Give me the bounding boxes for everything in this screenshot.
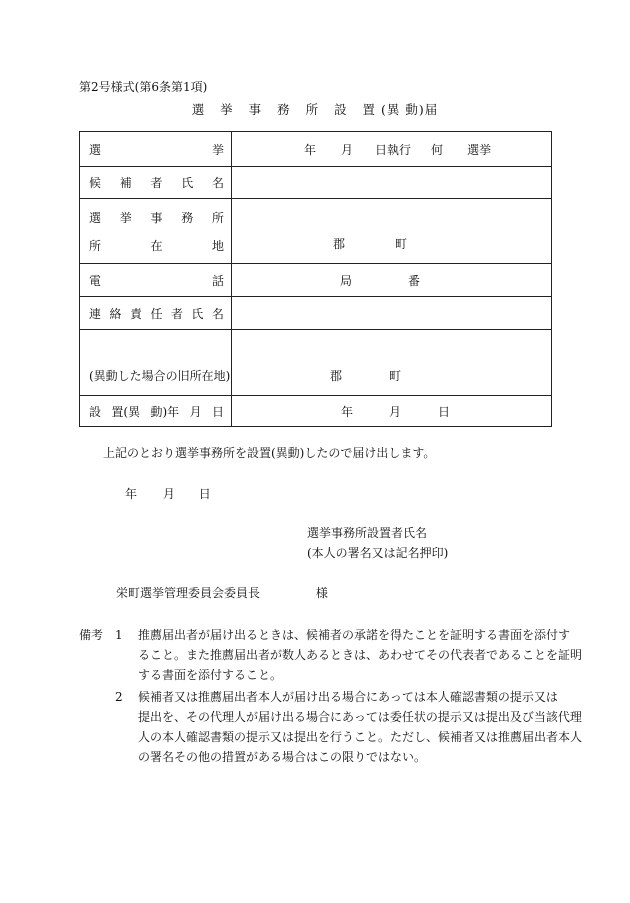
label-previous-location-text: (異動した場合の旧所在地) <box>89 369 231 383</box>
part: 郡 <box>330 369 343 383</box>
row-election <box>80 132 552 167</box>
label-contact-person <box>80 297 232 330</box>
addressee-name: 栄町選挙管理委員会委員長 <box>116 586 261 600</box>
part: 局 <box>340 273 353 288</box>
label-char: 所 <box>89 238 102 253</box>
field-election[interactable] <box>232 132 552 167</box>
row-candidate-name <box>80 167 552 199</box>
label-char: 絡 <box>109 306 122 321</box>
label-char: 責 <box>129 306 142 321</box>
field-contact-person[interactable] <box>232 297 552 330</box>
label-char: 候 <box>89 176 102 190</box>
label-char: 務 <box>181 210 194 225</box>
row-phone <box>80 264 552 297</box>
field-candidate-name[interactable] <box>232 167 552 199</box>
remark-number: 2 <box>115 690 123 704</box>
title-main: 選 挙 事 務 所 設 置 <box>191 102 382 117</box>
label-char: 日 <box>211 404 224 419</box>
part: 年 <box>304 142 317 157</box>
field-previous-location[interactable] <box>232 330 552 396</box>
label-char: 地 <box>211 238 224 253</box>
part: 年 <box>341 404 354 419</box>
remark-line: する書面を添付すること。 <box>138 668 283 682</box>
remarks-heading: 備考 <box>79 628 104 642</box>
label-char: 話 <box>211 273 224 288</box>
label-char: 名 <box>211 306 224 321</box>
date-month: 月 <box>162 487 175 501</box>
remark-line: 人の本人確認書類の提示又は提出を行うこと。ただし、候補者又は推薦届出者本人 <box>138 730 583 744</box>
title-paren: (異 動)届 <box>381 102 439 117</box>
label-char: 選 <box>89 210 102 225</box>
part: 町 <box>395 237 408 251</box>
label-char: 所 <box>211 210 224 225</box>
row-contact-person <box>80 297 552 330</box>
label-char: 事 <box>150 210 163 225</box>
label-char: 選 <box>89 142 102 157</box>
label-char: 設 <box>89 404 102 419</box>
page-title <box>0 100 630 118</box>
label-char: 置(異 <box>111 404 141 419</box>
field-office-location[interactable] <box>232 199 552 264</box>
field-phone[interactable] <box>232 264 552 297</box>
part: 番 <box>408 273 421 288</box>
label-office-location <box>80 199 232 264</box>
row-setup-date <box>80 396 552 427</box>
label-char: 在 <box>150 238 163 253</box>
label-char: 氏 <box>191 306 204 321</box>
label-char: 挙 <box>211 142 224 157</box>
part: 郡 <box>333 237 346 251</box>
field-setup-date[interactable] <box>232 396 552 427</box>
label-election <box>80 132 232 167</box>
date-day: 日 <box>198 487 211 501</box>
remark-line: の署名その他の措置がある場合はこの限りではない。 <box>138 750 427 764</box>
label-char: 補 <box>119 176 132 190</box>
label-setup-date <box>80 396 232 427</box>
date-year: 年 <box>125 487 138 501</box>
remark-line: 推薦届出者が届け出るときは、候補者の承諾を得たことを証明する書面を添付す <box>138 628 571 642</box>
remark-line: 候補者又は推薦届出者本人が届け出る場合にあっては本人確認書類の提示又は <box>138 690 558 704</box>
part: 何 <box>431 142 444 157</box>
part: 月 <box>341 142 354 157</box>
label-previous-location <box>80 330 232 396</box>
label-phone <box>80 264 232 297</box>
row-office-location <box>80 199 552 264</box>
field-content <box>232 141 551 158</box>
part: 月 <box>389 404 402 419</box>
label-char: 者 <box>170 306 183 321</box>
remark-text <box>138 687 583 767</box>
label-char: 任 <box>150 306 163 321</box>
signature-note: (本人の署名又は記名押印) <box>307 546 449 560</box>
remark-text <box>138 625 583 685</box>
form-number: 第2号様式(第6条第1項) <box>79 80 208 94</box>
label-char: 挙 <box>119 210 132 225</box>
label-char: 月 <box>189 404 202 419</box>
remark-line: ること。また推薦届出者が数人あるときは、あわせてその代表者であることを証明 <box>138 648 583 662</box>
part: 日 <box>438 404 451 419</box>
field-content <box>232 403 551 420</box>
declaration-text: 上記のとおり選挙事務所を設置(異動)したので届け出します。 <box>103 446 436 460</box>
part: 町 <box>389 369 402 383</box>
notification-form-table <box>79 131 552 427</box>
part: 日執行 <box>375 142 412 157</box>
label-char: 動)年 <box>150 404 180 419</box>
part: 選挙 <box>467 142 492 157</box>
remark-line: 提出を、その代理人が届け出る場合にあっては委任状の提示又は提出及び当該代理 <box>138 710 582 724</box>
label-char: 電 <box>89 273 102 288</box>
remark-number: 1 <box>115 628 123 642</box>
row-previous-location <box>80 330 552 396</box>
field-content <box>232 367 551 395</box>
label-char: 連 <box>89 306 102 321</box>
field-content <box>232 235 551 263</box>
label-char: 氏 <box>181 176 194 190</box>
submission-date <box>125 485 211 502</box>
label-char: 者 <box>150 176 163 190</box>
label-candidate-name <box>80 167 232 199</box>
field-content <box>232 272 551 289</box>
addressee-honorific: 様 <box>315 586 328 600</box>
label-char: 名 <box>211 176 224 190</box>
founder-name-label: 選挙事務所設置者氏名 <box>307 526 428 540</box>
addressee <box>116 584 328 601</box>
